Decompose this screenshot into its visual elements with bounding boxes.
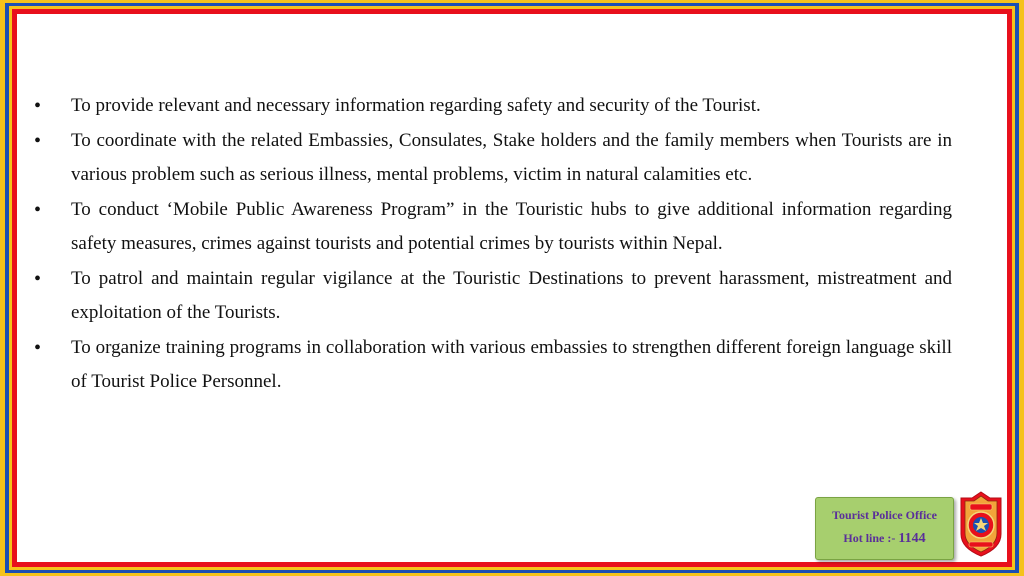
- bullet-item: [34, 262, 952, 331]
- nepal-police-emblem-icon: [957, 490, 1005, 558]
- bullet-text: To patrol and maintain regular vigilance at the Touristic Destinations to prevent harassment, mistreatment and exploitation of the Tourists.: [71, 267, 952, 323]
- hotline-label: Hot line :-: [843, 531, 899, 545]
- hotline-number: 1144: [898, 531, 926, 546]
- bullet-item: [34, 124, 952, 193]
- bullet-dot-icon: •: [34, 129, 42, 152]
- emblem-graphic: [957, 490, 1005, 558]
- bullet-text: To provide relevant and necessary information regarding safety and security of the Tourist.: [71, 95, 761, 116]
- bullet-item: [34, 331, 952, 400]
- bullet-text: To organize training programs in collaboration with various embassies to strengthen different foreign language skill of Tourist Police Personnel.: [71, 336, 952, 392]
- hotline-badge: [815, 497, 954, 560]
- badge-hotline: [816, 531, 953, 547]
- bullet-list: [34, 89, 952, 400]
- bullet-text: To coordinate with the related Embassies, Consulates, Stake holders and the family members when Tourists are in various problem such as serious illness, mental problems, victim in natural calamities etc.: [71, 129, 952, 185]
- bullet-item: [34, 193, 952, 262]
- bullet-dot-icon: •: [34, 198, 42, 221]
- badge-title: Tourist Police Office: [832, 508, 937, 522]
- bullet-dot-icon: •: [34, 336, 42, 359]
- bullet-item: [34, 89, 952, 124]
- bullet-text: To conduct ‘Mobile Public Awareness Program” in the Touristic hubs to give additional information regarding safety measures, crimes against tourists and potential crimes by tourists within Nepal.: [71, 198, 952, 254]
- bullet-dot-icon: •: [34, 267, 42, 290]
- bullet-dot-icon: •: [34, 95, 42, 117]
